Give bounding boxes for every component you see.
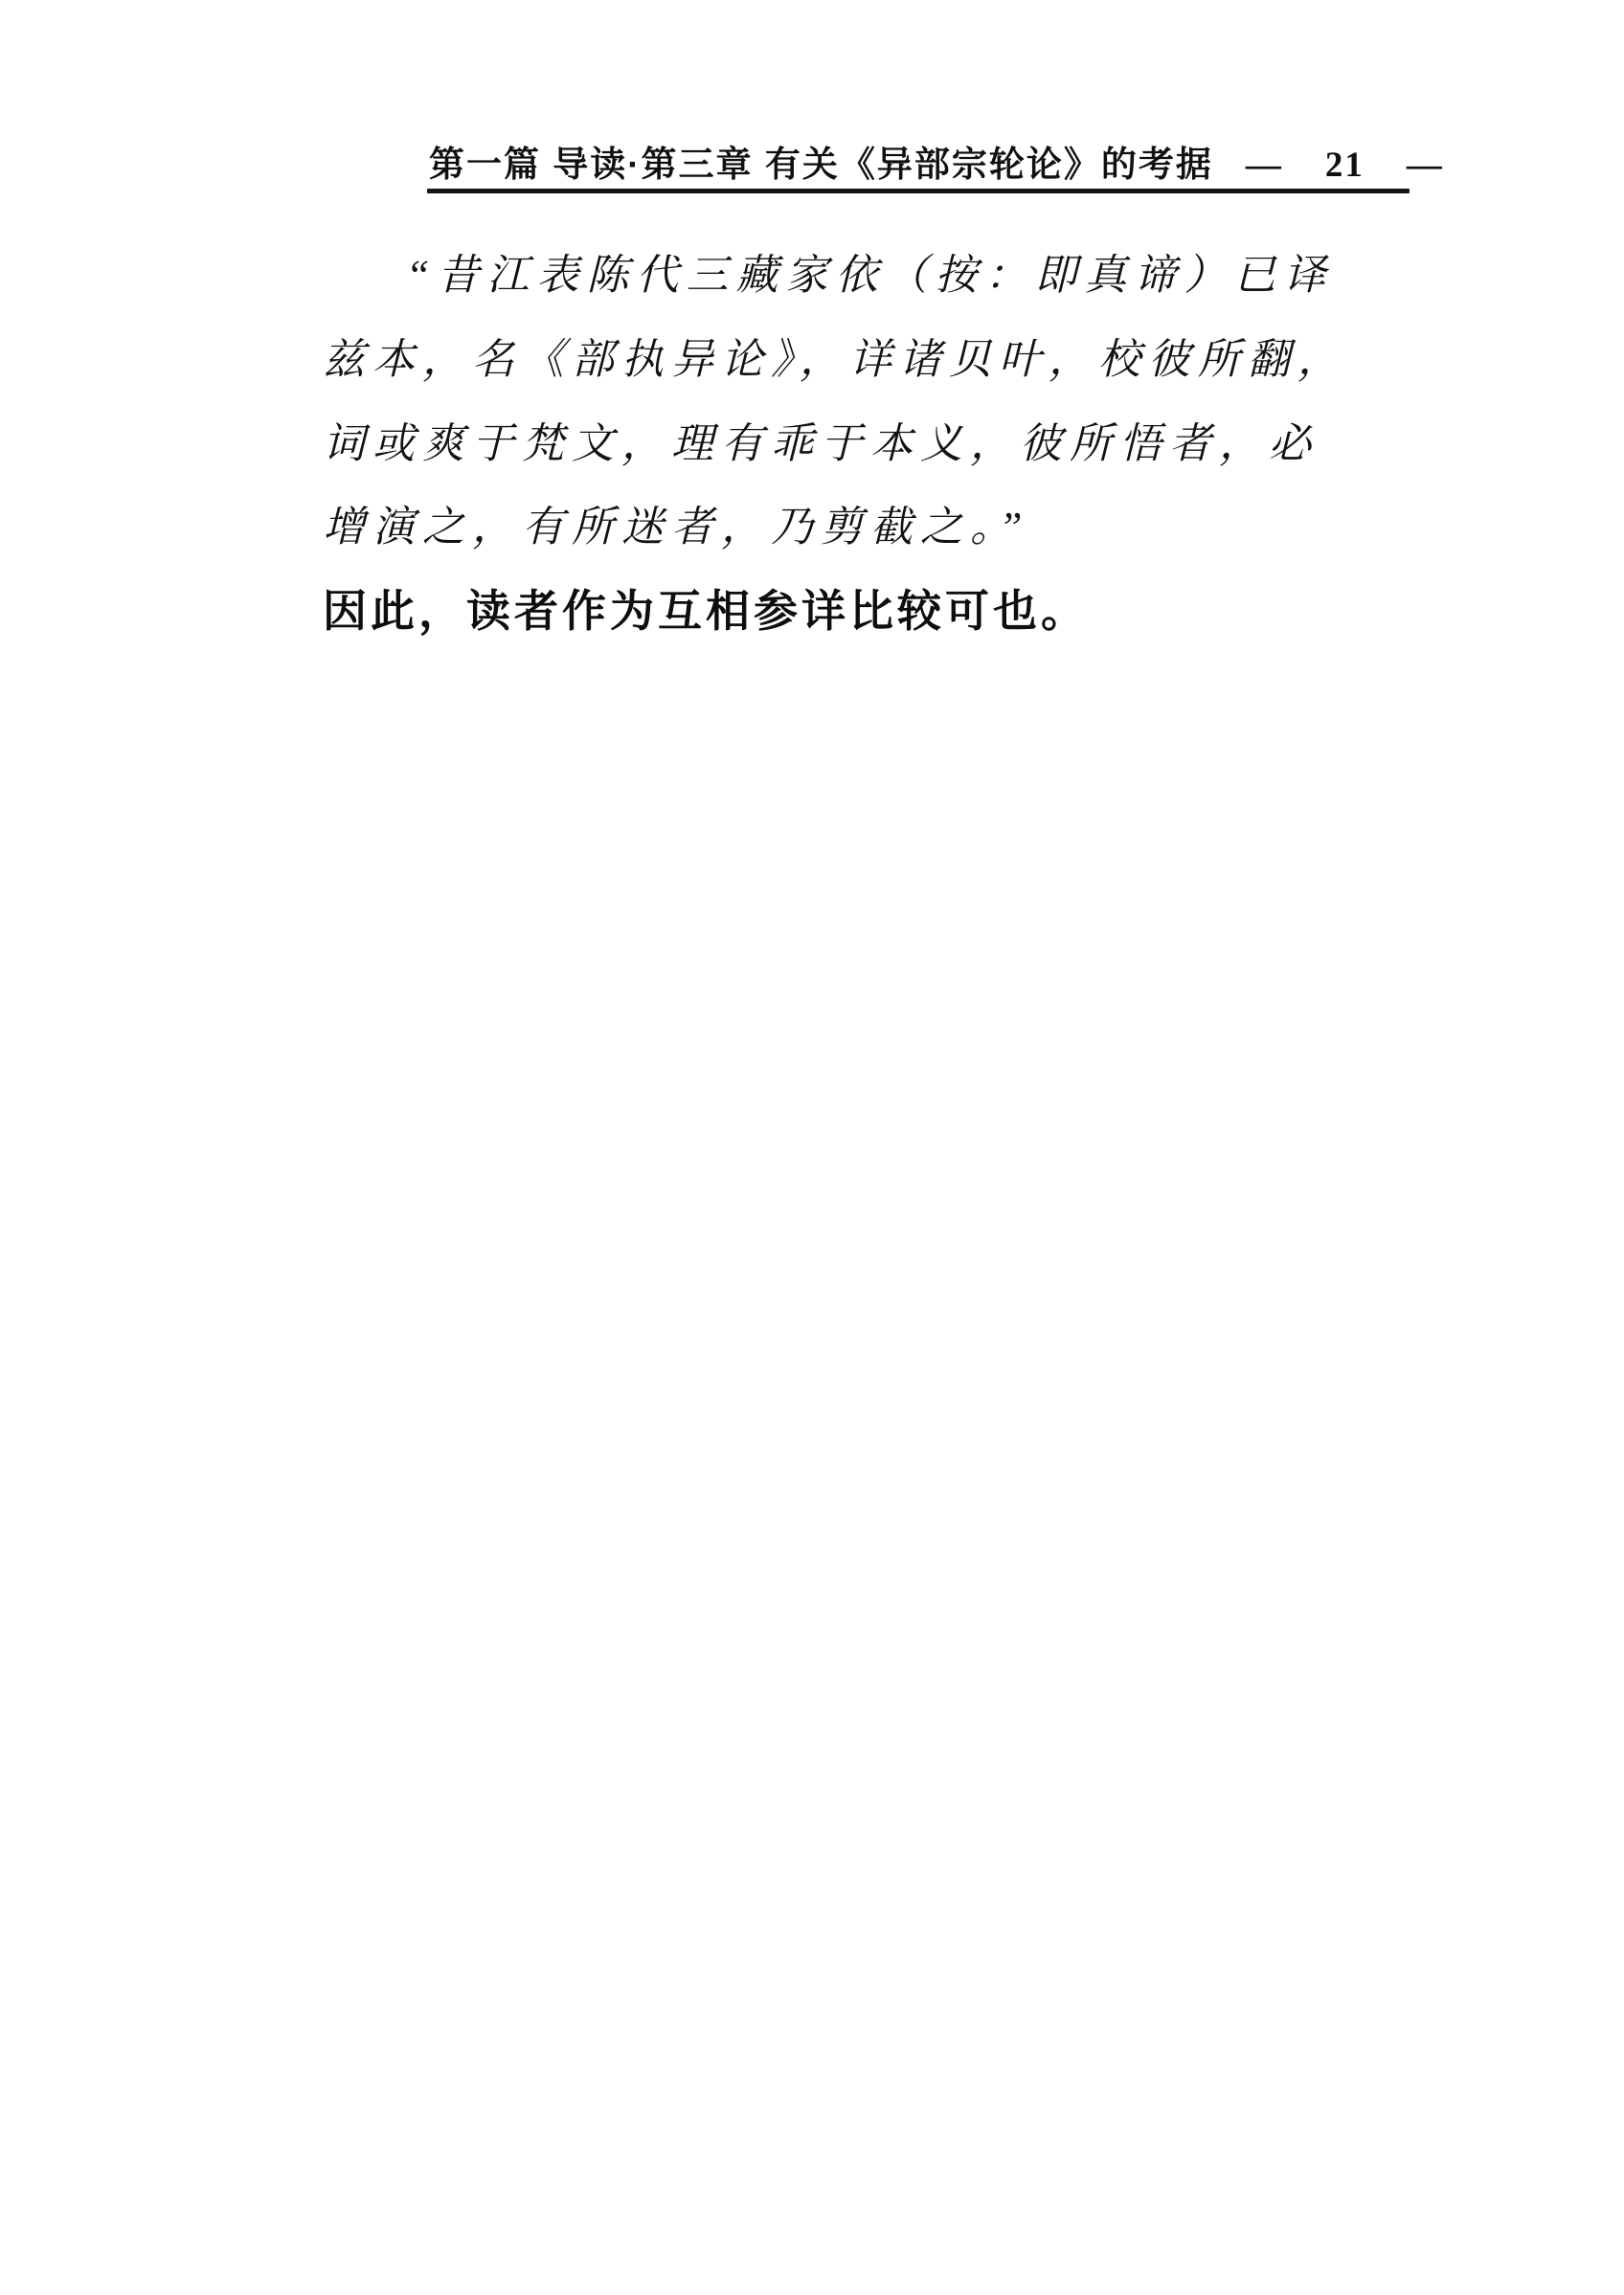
page-number-dash-left: — <box>1245 146 1283 185</box>
header-rule <box>427 189 1410 193</box>
page-header <box>429 144 1444 187</box>
page-number-dash-right: — <box>1406 146 1444 185</box>
quote-line-1: “昔江表陈代三藏家依（按：即真谛）已译 <box>406 252 1334 299</box>
quote-line-3: 词或爽于梵文，理有乖于本义，彼所悟者，必 <box>323 420 1319 467</box>
closing-sentence: 因此，读者作为互相参详比较可也。 <box>323 587 1089 636</box>
running-head-title: 第一篇 导读·第三章 有关《异部宗轮论》的考据 <box>429 145 1213 184</box>
page-number: 21 <box>1324 146 1365 185</box>
quote-line-4: 增演之，有所迷者，乃剪截之。” <box>323 504 1030 551</box>
quote-line-2: 兹本，名《部执异论》，详诸贝叶，校彼所翻， <box>323 336 1347 383</box>
